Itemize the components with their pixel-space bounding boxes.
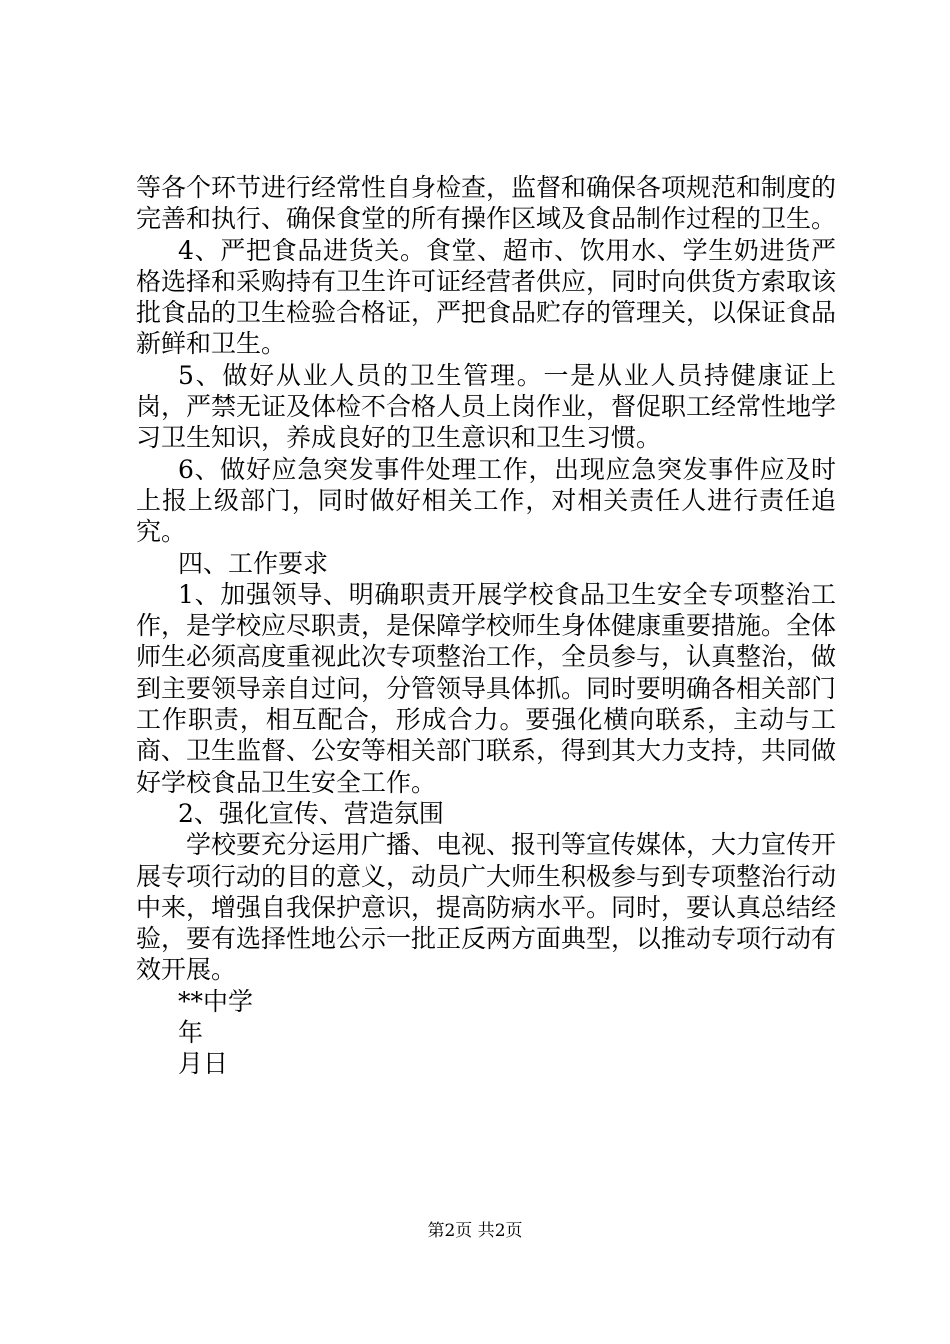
paragraph-requirement-1: 1、加强领导、明确职责开展学校食品卫生安全专项整治工作，是学校应尽职责，是保障学校师生身体健康重要措施。全体师生必须高度重视此次专项整治工作，全员参与，认真整治，做到主要领导亲自过问，分管领导具体抓。同时要明确各相关部门工作职责，相互配合，形成合力。要强化横向联系，主动与工商、卫生监督、公安等相关部门联系，得到其大力支持，共同做好学校食品卫生安全工作。 bbox=[136, 579, 837, 797]
signature-date: 月日 bbox=[178, 1049, 229, 1079]
signature-org: **中学 bbox=[178, 986, 254, 1016]
paragraph-publicity: 学校要充分运用广播、电视、报刊等宣传媒体，大力宣传开展专项行动的目的意义，动员广大师生积极参与到专项整治行动中来，增强自我保护意识，提高防病水平。同时，要认真总结经验，要有选择性地公示一批正反两方面典型，以推动专项行动有效开展。 bbox=[136, 830, 837, 985]
paragraph-item-5: 5、做好从业人员的卫生管理。一是从业人员持健康证上岗，严禁无证及体检不合格人员上岗作业，督促职工经常性地学习卫生知识，养成良好的卫生意识和卫生习惯。 bbox=[136, 360, 837, 453]
paragraph-item-4: 4、严把食品进货关。食堂、超市、饮用水、学生奶进货严格选择和采购持有卫生许可证经营者供应，同时向供货方索取该批食品的卫生检验合格证，严把食品贮存的管理关，以保证食品新鲜和卫生。 bbox=[136, 235, 837, 359]
paragraph-item-6: 6、做好应急突发事件处理工作，出现应急突发事件应及时上报上级部门，同时做好相关工作，对相关责任人进行责任追究。 bbox=[136, 454, 836, 547]
page-footer: 第2页 共2页 bbox=[427, 1221, 523, 1241]
section-heading: 四、工作要求 bbox=[178, 548, 329, 578]
paragraph-continuation: 等各个环节进行经常性自身检查，监督和确保各项规范和制度的完善和执行、确保食堂的所有操作区域及食品制作过程的卫生。 bbox=[136, 173, 837, 234]
signature-year: 年 bbox=[178, 1018, 204, 1048]
document-body bbox=[136, 172, 836, 1080]
paragraph-requirement-2: 2、强化宣传、营造氛围 bbox=[178, 798, 444, 828]
